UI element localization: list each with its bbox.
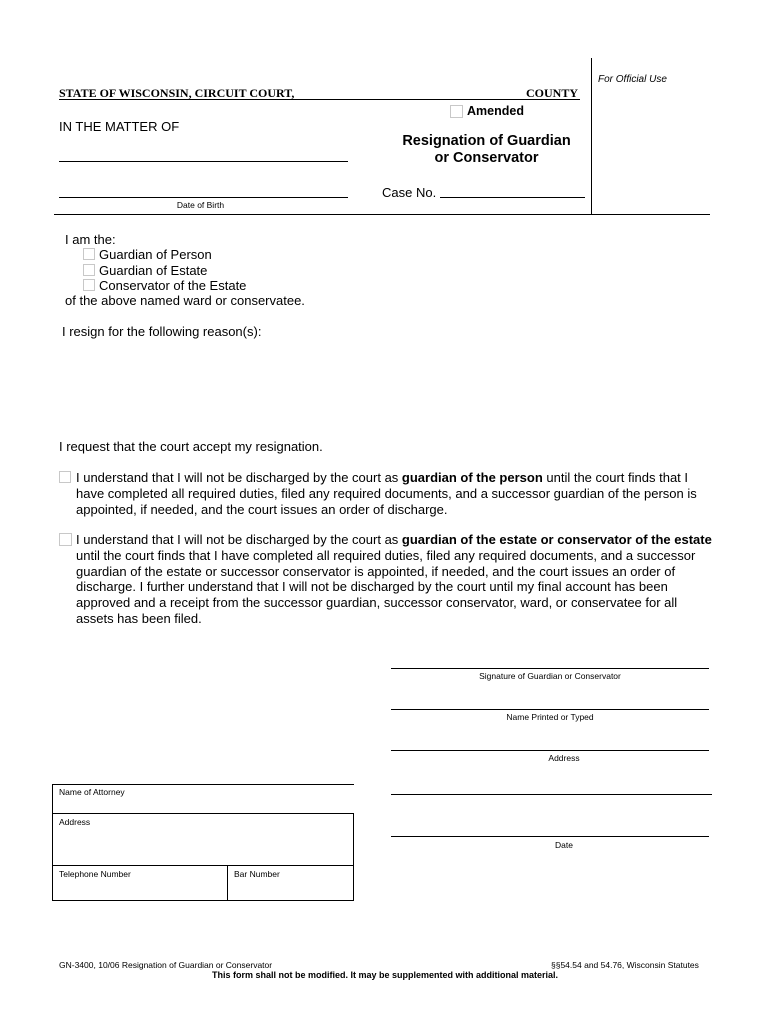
date-line[interactable] <box>391 836 709 837</box>
person-clause-bold: guardian of the person <box>401 470 543 485</box>
address-line-2[interactable] <box>391 794 712 795</box>
case-no-line[interactable] <box>440 197 585 198</box>
request-statement: I request that the court accept my resignation. <box>59 439 323 454</box>
name-printed-line[interactable] <box>391 709 709 710</box>
case-no-label: Case No. <box>382 185 437 200</box>
matter-of-label: IN THE MATTER OF <box>59 119 180 134</box>
address-caption: Address <box>548 753 580 763</box>
official-use-label: For Official Use <box>598 74 667 85</box>
estate-clause-pre: I understand that I will not be discharged by the court as <box>76 532 402 547</box>
amended-checkbox[interactable] <box>450 105 463 118</box>
statute-reference: §§54.54 and 54.76, Wisconsin Statutes <box>551 960 699 970</box>
name-printed-caption: Name Printed or Typed <box>506 712 594 722</box>
amended-label: Amended <box>467 104 524 118</box>
attorney-address-box[interactable] <box>52 813 354 866</box>
signature-line[interactable] <box>391 668 709 669</box>
attorney-name-label: Name of Attorney <box>59 787 125 797</box>
person-clause-post: until the court finds that I have completed all required duties, filed any required documents, and a successor guardian of the person is appointed, if needed, and the court issues an order of discharge. <box>76 470 697 517</box>
role-intro: I am the: <box>65 232 116 247</box>
dob-line[interactable] <box>59 197 348 198</box>
modification-notice: This form shall not be modified. It may be supplemented with additional material. <box>211 970 559 980</box>
dob-caption: Date of Birth <box>176 200 225 210</box>
person-clause-checkbox[interactable] <box>59 471 71 483</box>
estate-clause <box>76 532 716 627</box>
guardian-person-label: Guardian of Person <box>99 247 212 262</box>
date-caption: Date <box>555 840 573 850</box>
attorney-phone-label: Telephone Number <box>59 869 131 879</box>
reasons-label: I resign for the following reason(s): <box>62 324 262 339</box>
court-underline <box>59 99 580 100</box>
form-title-line2: or Conservator <box>434 149 539 166</box>
attorney-top-rule <box>52 784 354 785</box>
matter-name-line[interactable] <box>59 161 348 162</box>
signature-caption: Signature of Guardian or Conservator <box>479 671 621 681</box>
estate-clause-post: until the court finds that I have completed all required duties, filed any required documents, and a successor guardian of the estate or successor conservator is appointed, if needed, and the court issues an order of discharge. I further understand that I will not be discharged by the court until my final account has been approved and a receipt from the successor guardian, successor conservator, ward, or conservatee for all assets has been filed. <box>76 547 696 626</box>
role-outro: of the above named ward or conservatee. <box>65 293 305 308</box>
official-use-divider <box>591 58 592 214</box>
conservator-estate-checkbox[interactable] <box>83 279 95 291</box>
attorney-bar-label: Bar Number <box>234 869 280 879</box>
person-clause <box>76 470 716 517</box>
form-title-line1: Resignation of Guardian <box>402 133 571 149</box>
guardian-estate-label: Guardian of Estate <box>99 263 208 278</box>
header-bottom-rule <box>54 214 710 215</box>
person-clause-pre: I understand that I will not be discharged by the court as <box>76 470 402 485</box>
attorney-address-label: Address <box>59 817 91 827</box>
county-label: COUNTY <box>526 86 579 100</box>
guardian-estate-checkbox[interactable] <box>83 264 95 276</box>
address-line-1[interactable] <box>391 750 709 751</box>
guardian-person-checkbox[interactable] <box>83 248 95 260</box>
form-id: GN-3400, 10/06 Resignation of Guardian or Conservator <box>59 960 273 970</box>
court-heading: STATE OF WISCONSIN, CIRCUIT COURT, <box>59 86 295 100</box>
estate-clause-checkbox[interactable] <box>59 533 72 546</box>
form-title <box>390 133 583 166</box>
estate-clause-bold: guardian of the estate or conservator of the estate <box>401 532 712 547</box>
conservator-estate-label: Conservator of the Estate <box>99 278 247 293</box>
